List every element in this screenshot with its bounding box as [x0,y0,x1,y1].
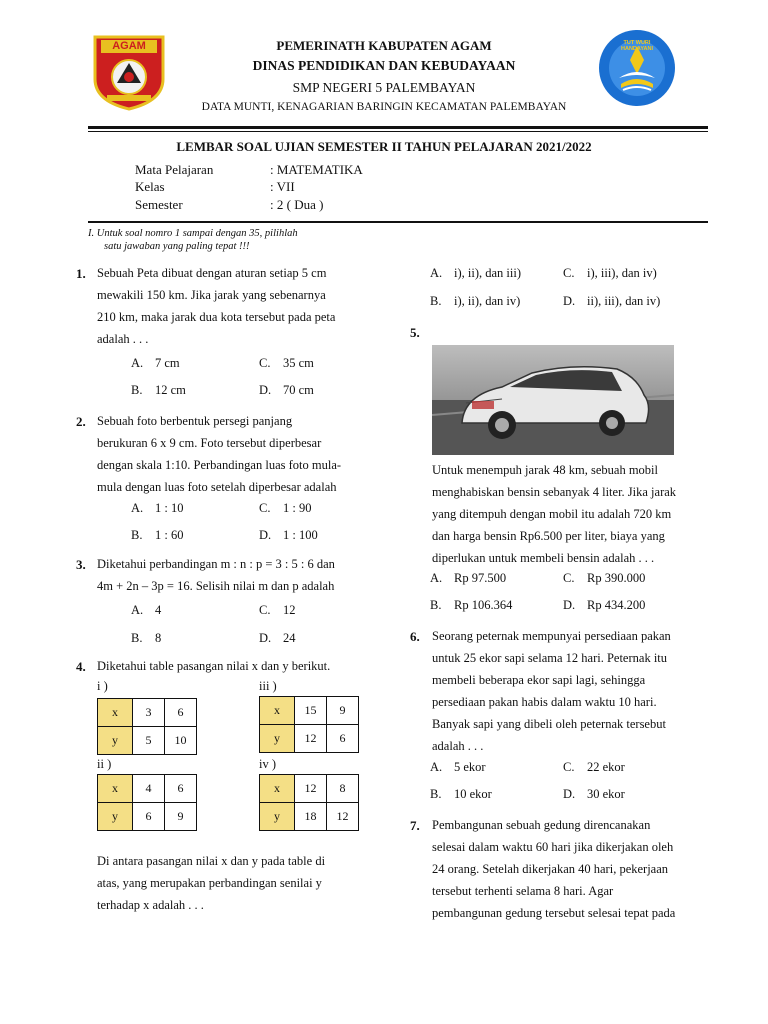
option-letter: A. [131,603,144,617]
table-cell: 9 [165,803,197,831]
exam-title: LEMBAR SOAL UJIAN SEMESTER II TAHUN PELAJARAN 2021/2022 [176,139,592,154]
option-text: 1 : 60 [155,528,184,542]
option-letter: C. [259,501,271,515]
q6-option-b[interactable] [430,787,492,802]
table-cell: y [98,803,133,831]
option-text: Rp 97.500 [454,571,507,585]
q3-option-b[interactable] [131,631,161,646]
option-letter: C. [259,603,271,617]
option-text: 10 ekor [454,787,492,801]
option-letter: D. [259,383,272,397]
table-label-iv: iv ) [259,757,277,771]
option-letter: B. [430,598,442,612]
option-text: 12 cm [155,383,186,397]
pair-table-iv [259,774,359,831]
option-letter: B. [131,383,143,397]
option-letter: C. [259,356,271,370]
q1-option-b[interactable] [131,383,186,398]
option-text: 24 [283,631,296,645]
header-divider-thick [88,126,708,129]
q3-number: 3. [76,557,86,572]
meta-class-value: : VII [270,179,295,194]
meta-semester [135,197,323,213]
meta-subject [135,162,363,178]
option-letter: C. [563,760,575,774]
q4-option-d[interactable] [563,294,660,309]
q2-option-a[interactable] [131,501,183,516]
pair-table-i [97,698,197,755]
q2-text [97,410,397,498]
option-text: i), iii), dan iv) [587,266,657,280]
header-line-1: PEMERINATH KABUPATEN AGAM [276,38,492,53]
table-cell: 8 [327,775,359,803]
table-cell: 12 [295,725,327,753]
q4-option-a[interactable] [430,266,521,281]
q1-number: 1. [76,266,86,281]
q5-option-a[interactable] [430,571,506,586]
q1-option-d[interactable] [259,383,314,398]
q5-option-d[interactable] [563,598,645,613]
option-letter: B. [430,787,442,801]
option-text: 12 [283,603,296,617]
q4-text [97,850,397,916]
table-cell: 12 [327,803,359,831]
option-text: i), ii), dan iii) [454,266,521,280]
option-text: Rp 390.000 [587,571,646,585]
table-cell: 10 [165,727,197,755]
option-text: 4 [155,603,162,617]
option-letter: B. [430,294,442,308]
header-line-4: DATA MUNTI, KENAGARIAN BARINGIN KECAMATAN PALEMBAYAN [201,101,567,113]
q2-line: mula dengan luas foto setelah diperbesar adalah [97,480,337,494]
table-cell: 9 [327,697,359,725]
q5-option-b[interactable] [430,598,512,613]
option-letter: C. [563,571,575,585]
table-cell: 6 [327,725,359,753]
option-letter: A. [430,266,443,280]
pair-table-ii [97,774,197,831]
table-cell: x [98,699,133,727]
meta-semester-value: : 2 ( Dua ) [270,197,324,212]
option-text: 7 cm [155,356,180,370]
q5-line: Untuk menempuh jarak 48 km, sebuah mobil [432,463,659,477]
option-letter: D. [563,598,576,612]
q5-text [432,459,732,569]
table-label-iii: iii ) [259,679,277,693]
q6-line: adalah . . . [432,739,484,753]
q1-line: adalah . . . [97,332,149,346]
q4-intro: Diketahui table pasangan nilai x dan y berikut. [97,659,331,673]
q2-option-c[interactable] [259,501,311,516]
option-letter: D. [259,528,272,542]
q4-line: terhadap x adalah . . . [97,898,204,912]
q6-line: Seorang peternak mempunyai persediaan pakan [432,629,671,643]
table-cell: 4 [133,775,165,803]
option-text: i), ii), dan iv) [454,294,521,308]
option-text: 22 ekor [587,760,625,774]
q6-option-c[interactable] [563,760,625,775]
q1-text [97,262,397,350]
q3-option-a[interactable] [131,603,161,618]
table-cell: x [260,697,295,725]
instruction-line-2: satu jawaban yang paling tepat !!! [104,241,250,252]
q4-number: 4. [76,659,86,674]
q4-option-c[interactable] [563,266,657,281]
table-cell: y [98,727,133,755]
q7-text [432,814,732,924]
q7-line: pembangunan gedung tersebut selesai tepat pada [432,906,676,920]
option-text: 30 ekor [587,787,625,801]
q1-option-a[interactable] [131,356,180,371]
q5-line: diperlukan untuk membeli bensin adalah . . . [432,551,655,565]
table-cell: 6 [165,699,197,727]
meta-subject-value: : MATEMATIKA [270,162,363,177]
agam-logo-text: AGAM [112,40,146,52]
option-text: 1 : 10 [155,501,184,515]
instruction [88,227,408,253]
table-cell: 15 [295,697,327,725]
q2-line: berukuran 6 x 9 cm. Foto tersebut diperbesar [97,436,322,450]
q5-line: dan harga bensin Rp6.500 per liter, biaya yang [432,529,665,543]
table-cell: 18 [295,803,327,831]
q1-line: 210 km, maka jarak dua kota tersebut pada peta [97,310,336,324]
table-cell: 6 [133,803,165,831]
q2-line: dengan skala 1:10. Perbandingan luas foto mula- [97,458,342,472]
option-letter: A. [430,571,443,585]
instruction-line-1: I. Untuk soal nomro 1 sampai dengan 35, pilihlah [88,228,298,239]
q6-line: Banyak sapi yang dibeli oleh peternak tersebut [432,717,666,731]
option-text: ii), iii), dan iv) [587,294,661,308]
q1-line: mewakili 150 km. Jika jarak yang sebenarnya [97,288,326,302]
option-letter: A. [131,356,144,370]
option-text: 35 cm [283,356,314,370]
q3-line: Diketahui perbandingan m : n : p = 3 : 5 : 6 dan [97,557,335,571]
option-letter: A. [430,760,443,774]
q1-line: Sebuah Peta dibuat dengan aturan setiap 5 cm [97,266,327,280]
table-cell: y [260,725,295,753]
q7-line: selesai dalam waktu 60 hari jika dikerjakan oleh [432,840,674,854]
header-divider-thin [88,131,708,132]
q2-option-d[interactable] [259,528,318,543]
option-text: Rp 106.364 [454,598,513,612]
header-line-2: DINAS PENDIDIKAN DAN KEBUDAYAAN [252,58,516,73]
q5-option-c[interactable] [563,571,645,586]
q5-line: yang ditempuh dengan mobil itu adalah 720 km [432,507,672,521]
q6-number: 6. [410,629,420,644]
q3-line: 4m + 2n – 3p = 16. Selisih nilai m dan p adalah [97,579,335,593]
q7-number: 7. [410,818,420,833]
option-letter: B. [131,528,143,542]
q6-option-a[interactable] [430,760,486,775]
q2-option-b[interactable] [131,528,183,543]
meta-divider [88,221,708,223]
table-cell: 6 [165,775,197,803]
option-text: 1 : 90 [283,501,312,515]
meta-semester-key: Semester [135,197,183,212]
option-letter: D. [563,787,576,801]
header-line-3: SMP NEGERI 5 PALEMBAYAN [292,80,476,95]
option-letter: D. [259,631,272,645]
meta-subject-key: Mata Pelajaran [135,162,214,177]
q1-option-c[interactable] [259,356,314,371]
q2-line: Sebuah foto berbentuk persegi panjang [97,414,293,428]
q3-option-c[interactable] [259,603,296,618]
option-text: 5 ekor [454,760,486,774]
q6-line: persediaan pakan habis dalam waktu 10 hari. [432,695,657,709]
option-letter: A. [131,501,144,515]
car-photo [432,345,674,455]
q5-line: menghabiskan bensin sebanyak 4 liter. Jika jarak [432,485,677,499]
q4-line: atas, yang merupakan perbandingan senilai y [97,876,322,890]
q7-line: tersebut terhenti selama 8 hari. Agar [432,884,614,898]
option-letter: D. [563,294,576,308]
q4-line: Di antara pasangan nilai x dan y pada table di [97,854,326,868]
option-text: 8 [155,631,162,645]
table-label-i: i ) [97,679,108,693]
tut-wuri-handayani-logo-text: TUT WURI HANDAYANI [621,40,653,52]
option-letter: B. [131,631,143,645]
q6-line: untuk 25 ekor sapi selama 12 hari. Peternak itu [432,651,668,665]
meta-class [135,179,295,195]
table-label-ii: ii ) [97,757,112,771]
q3-text [97,553,397,597]
table-cell: x [260,775,295,803]
q5-number: 5. [410,325,420,340]
table-cell: y [260,803,295,831]
meta-class-key: Kelas [135,179,165,194]
option-text: Rp 434.200 [587,598,646,612]
option-text: 70 cm [283,383,314,397]
table-cell: x [98,775,133,803]
q4-option-b[interactable] [430,294,520,309]
q7-line: 24 orang. Setelah dikerjakan 40 hari, pekerjaan [432,862,669,876]
q6-line: membeli beberapa ekor sapi lagi, sehingga [432,673,646,687]
pair-table-iii [259,696,359,753]
table-cell: 3 [133,699,165,727]
q6-text [432,625,732,757]
q6-option-d[interactable] [563,787,625,802]
table-cell: 12 [295,775,327,803]
q2-number: 2. [76,414,86,429]
q7-line: Pembangunan sebuah gedung direncanakan [432,818,651,832]
option-letter: C. [563,266,575,280]
table-cell: 5 [133,727,165,755]
q3-option-d[interactable] [259,631,296,646]
option-text: 1 : 100 [283,528,318,542]
